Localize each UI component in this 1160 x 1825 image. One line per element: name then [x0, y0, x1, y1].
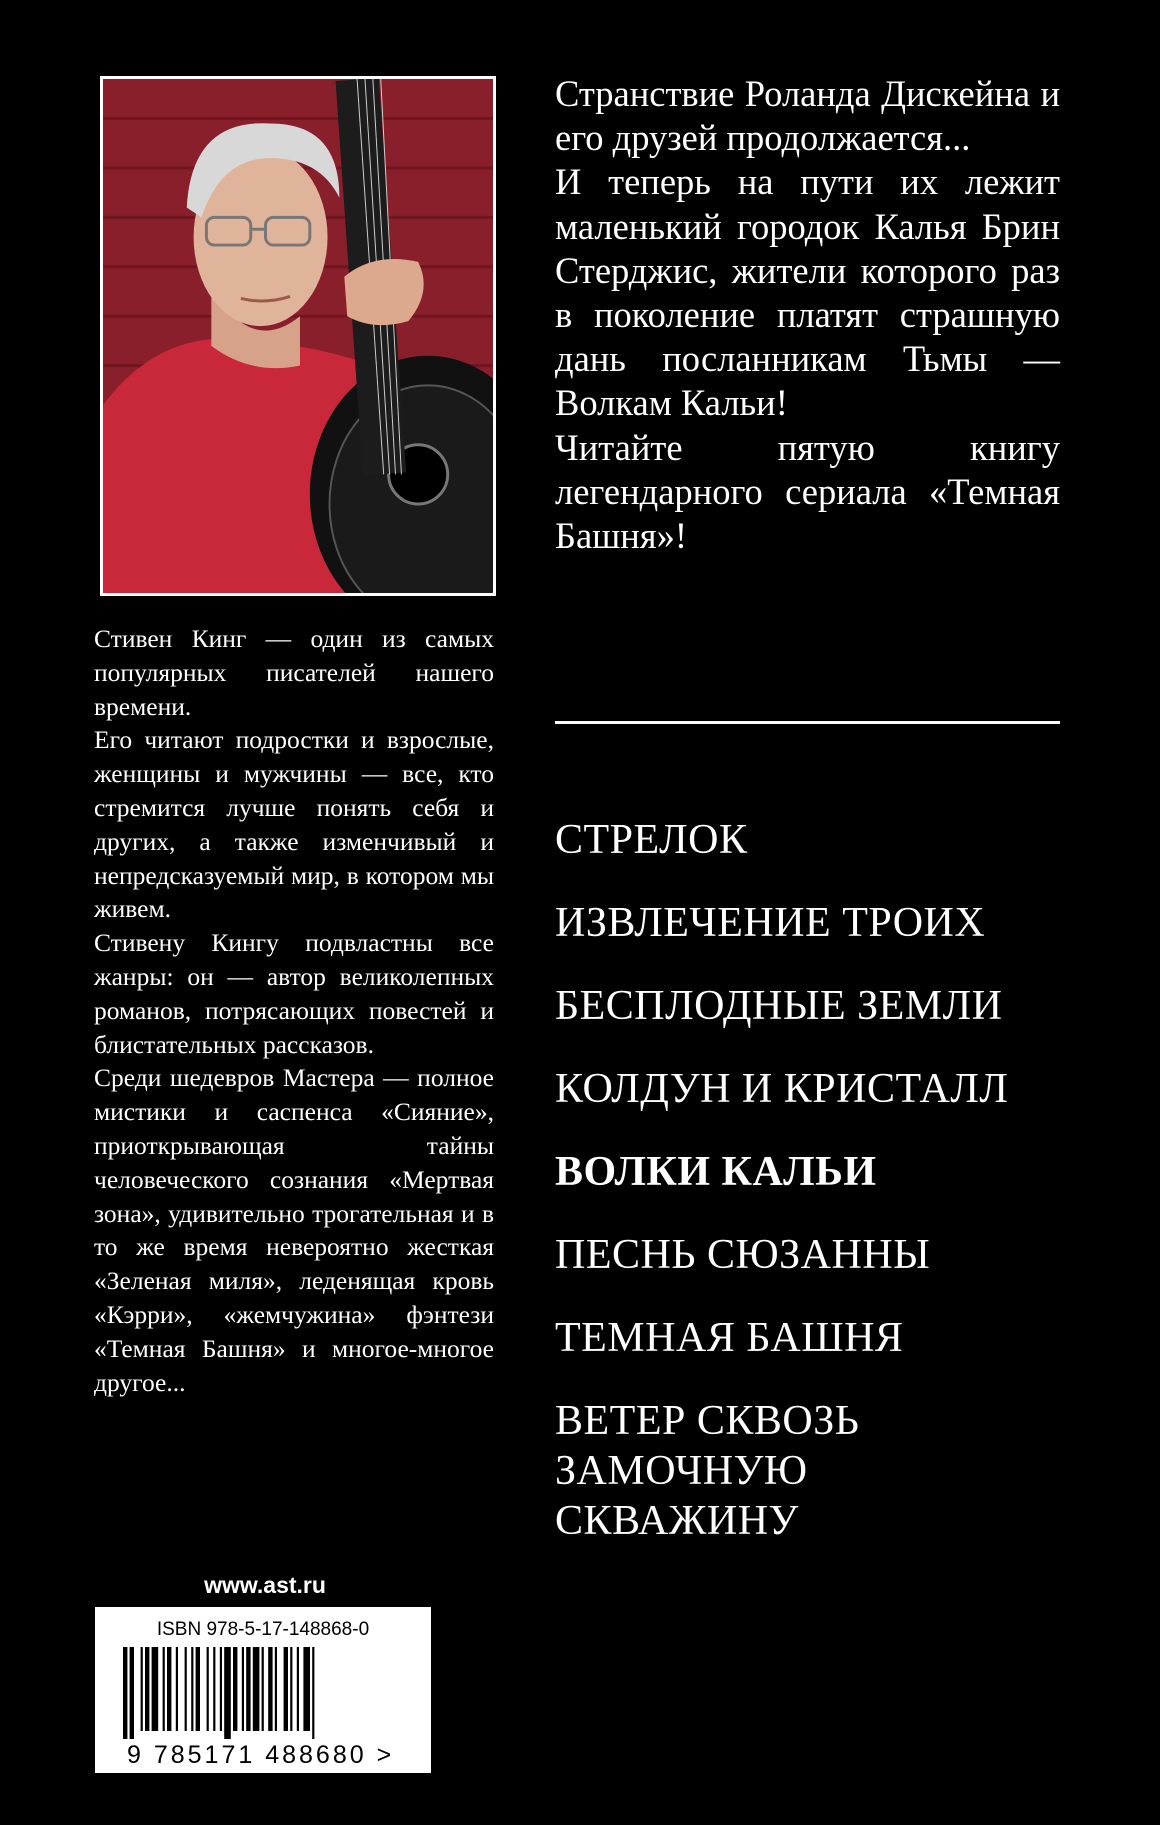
barcode-bar — [191, 1647, 193, 1731]
series-title: СТРЕЛОК — [555, 817, 748, 863]
barcode-bar — [123, 1647, 127, 1739]
barcode-bar — [141, 1647, 143, 1731]
barcode-bar — [130, 1647, 134, 1739]
blurb-paragraph: Странствие Роланда Дискейна и его друзей продолжается... — [555, 73, 1060, 159]
publisher-website: www.ast.ru — [204, 1572, 326, 1598]
blurb-paragraph: Читайте пятую книгу легендарного сериала «Темная Башня»! — [555, 426, 1060, 557]
barcode-bar — [297, 1647, 299, 1731]
author-bio — [94, 622, 494, 1399]
barcode-bar — [275, 1647, 277, 1731]
blurb-paragraph: И теперь на пути их лежит маленький городок Калья Брин Стерджис, жители которого раз в поколение платят страшную дань посланникам Тьмы — Волкам Кальи! — [555, 161, 1060, 424]
barcode-bar — [262, 1647, 264, 1731]
ean-digits: 9 785171 488680 > — [127, 1741, 395, 1769]
barcode-bar — [196, 1647, 200, 1731]
barcode-bar — [246, 1647, 250, 1731]
book-blurb — [555, 72, 1060, 558]
series-title: ПЕСНЬ СЮЗАННЫ — [555, 1232, 931, 1278]
barcode-bar — [220, 1647, 222, 1731]
barcode-bar — [163, 1647, 165, 1731]
section-divider — [555, 721, 1060, 724]
barcode — [123, 1647, 403, 1739]
barcode-bar — [268, 1647, 272, 1731]
barcode-bar — [290, 1647, 292, 1731]
barcode-bar — [207, 1647, 209, 1731]
series-title: ТЕМНАЯ БАШНЯ — [555, 1315, 904, 1361]
bio-paragraph: Стивен Кинг — один из самых популярных писателей нашего времени. — [94, 624, 494, 721]
series-title-current: ВОЛКИ КАЛЬИ — [555, 1149, 877, 1195]
series-title: БЕСПЛОДНЫЕ ЗЕМЛИ — [555, 983, 1003, 1029]
barcode-bar — [167, 1647, 171, 1731]
series-title: ИЗВЛЕЧЕНИЕ ТРОИХ — [555, 900, 986, 946]
barcode-bar — [185, 1647, 187, 1731]
barcode-bar — [152, 1647, 159, 1731]
author-photo-illustration — [103, 79, 493, 593]
bio-paragraph: Среди шедевров Мастера — полное мистики и саспенса «Сияние», приоткрывающая тайны человеческого сознания «Мертвая зона», удивительно трогательная и в то же время невероятно жесткая «Зеленая миля», леденящая кровь «Кэрри», «жемчужина» фэнтези «Темная Башня» и многое-многое другое... — [94, 1063, 494, 1397]
barcode-bar — [242, 1647, 244, 1731]
barcode-bar — [233, 1647, 237, 1731]
barcode-box — [95, 1607, 431, 1773]
series-title: КОЛДУН И КРИСТАЛЛ — [555, 1066, 1009, 1112]
barcode-bar — [145, 1647, 149, 1731]
bio-paragraph: Стивену Кингу подвластны все жанры: он — автор великолепных романов, потрясающих повестей и блистательных рассказов. — [94, 928, 494, 1059]
barcode-bar — [253, 1647, 260, 1731]
isbn-label: ISBN 978-5-17-148868-0 — [156, 1619, 370, 1640]
series-list — [555, 815, 1075, 1579]
barcode-bar — [224, 1647, 231, 1739]
series-title: ВЕТЕР СКВОЗЬ ЗАМОЧНУЮ СКВАЖИНУ — [555, 1398, 860, 1544]
bio-paragraph: Его читают подростки и взрослые, женщины и мужчины — все, кто стремится лучше понять себя и других, а также изменчивый и непредсказуемый мир, в котором мы живем. — [94, 725, 494, 924]
barcode-bar — [176, 1647, 178, 1731]
barcode-bar — [213, 1647, 215, 1731]
barcode-bar — [303, 1647, 310, 1731]
author-photo — [100, 76, 496, 596]
barcode-bar — [284, 1647, 288, 1731]
barcode-bar — [312, 1647, 314, 1739]
